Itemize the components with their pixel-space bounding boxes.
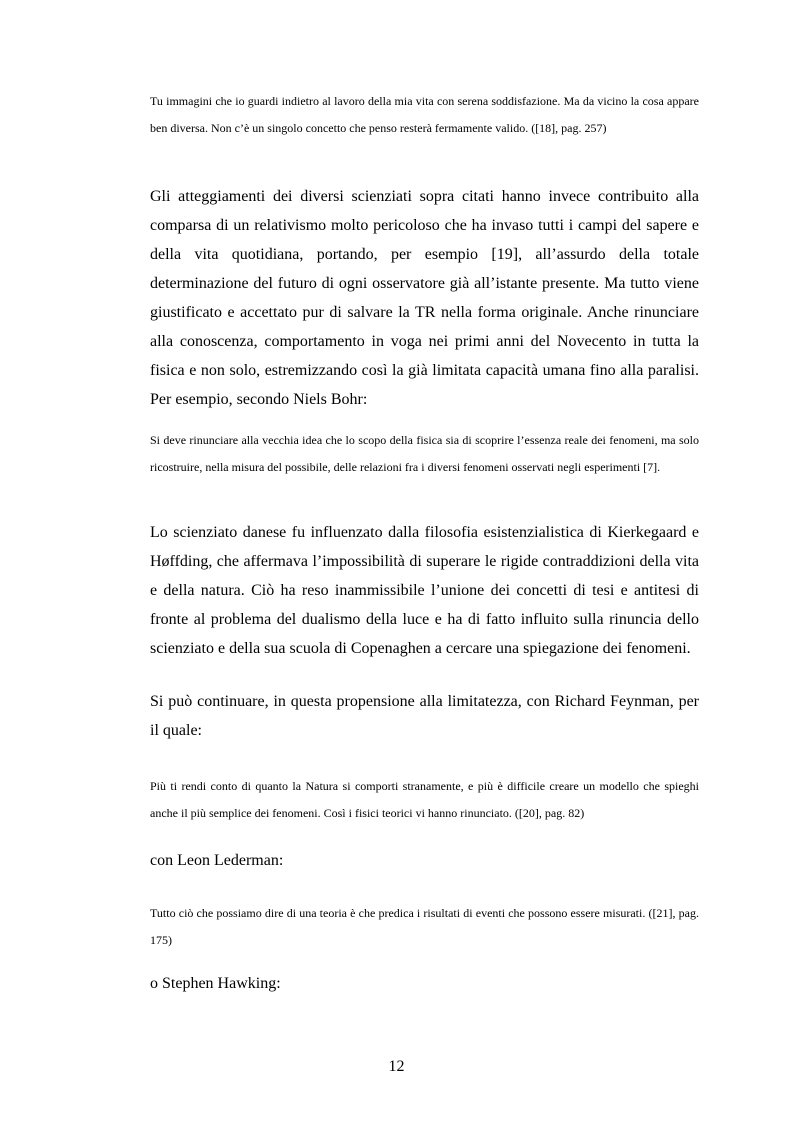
paragraph-relativism: Gli atteggiamenti dei diversi scienziati sopra citati hanno invece contribuito alla comparsa di un relativismo molto pericoloso che ha invaso tutti i campi del sapere e della vita quotidiana, portando, per esempio [19], all’assurdo della totale determinazione del futuro di ogni osservatore già all’istante presente. Ma tutto viene giustificato e accettato pur di salvare la TR nella forma originale. Anche rinunciare alla conoscenza, comportamento in voga nei primi anni del Novecento in tutta la fisica e non solo, estremizzando così la già limitata capacità umana fino alla paralisi. Per esempio, secondo Niels Bohr: <box>150 188 699 408</box>
lead-in-lederman: con Leon Lederman: <box>150 852 284 869</box>
paragraph-feynman-intro: Si può continuare, in questa propensione alla limitatezza, con Richard Feynman, per il quale: <box>150 693 699 739</box>
quote-bohr: Si deve rinunciare alla vecchia idea che lo scopo della fisica sia di scoprire l’essenza reale dei fenomeni, ma solo ricostruire, nella misura del possibile, delle relazioni fra i diversi fenomeni osservati negli esperimenti [7]. <box>150 433 699 474</box>
lead-in-hawking: o Stephen Hawking: <box>150 975 281 992</box>
paragraph-kierkegaard: Lo scienziato danese fu influenzato dalla filosofia esistenzialistica di Kierkegaard e Høffding, che affermava l’impossibilità di superare le rigide contraddizioni della vita e della natura. Ciò ha reso inammissibile l’unione dei concetti di tesi e antitesi di fronte al problema del dualismo della luce e ha di fatto influito sulla rinuncia dello scienziato e della sua scuola di Copenaghen a cercare una spiegazione dei fenomeni. <box>150 524 699 657</box>
quote-feynman: Più ti rendi conto di quanto la Natura si comporti stranamente, e più è difficile creare un modello che spieghi anche il più semplice dei fenomeni. Così i fisici teorici vi hanno rinunciato. ([20], pag. 82) <box>150 779 699 820</box>
quote-lederman: Tutto ciò che possiamo dire di una teoria è che predica i risultati di eventi che possono essere misurati. ([21], pag. 175) <box>150 906 699 947</box>
quote-einstein: Tu immagini che io guardi indietro al lavoro della mia vita con serena soddisfazione. Ma da vicino la cosa appare ben diversa. Non c’è un singolo concetto che penso resterà fermamente valido. ([18], pag. 257) <box>150 94 699 135</box>
document-page <box>150 0 699 1123</box>
page-number: 12 <box>388 1058 405 1075</box>
